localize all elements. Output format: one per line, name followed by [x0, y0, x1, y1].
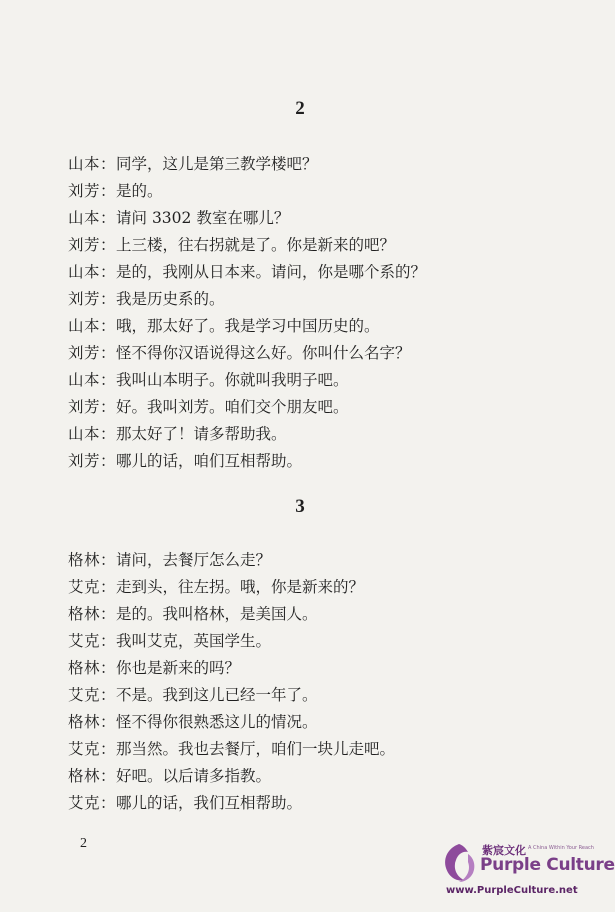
speaker-name: 格林：: [68, 713, 117, 731]
utterance-text: 你也是新来的吗？: [116, 659, 241, 677]
speaker-name: 刘芳：: [68, 452, 117, 470]
utterance-text: 不是。我到这儿已经一年了。: [116, 686, 318, 704]
dialogue-line: [68, 655, 548, 682]
utterance-text: 上三楼，往右拐就是了。你是新来的吧？: [116, 236, 396, 254]
dialogue-section-2: [68, 151, 548, 475]
utterance-text: 那太好了！请多帮助我。: [116, 425, 287, 443]
utterance-text: 是的。: [116, 182, 163, 200]
speaker-name: 山本：: [68, 425, 117, 443]
utterance-text: 我叫艾克，英国学生。: [116, 632, 272, 650]
dialogue-line: [68, 421, 548, 448]
dialogue-line: [68, 205, 548, 232]
dialogue-line: [68, 394, 548, 421]
utterance-text: 怪不得你汉语说得这么好。你叫什么名字？: [116, 344, 411, 362]
speaker-name: 刘芳：: [68, 290, 117, 308]
dialogue-line: [68, 628, 548, 655]
section-number: 2: [295, 98, 305, 119]
speaker-name: 艾克：: [68, 632, 117, 650]
watermark-url: www.PurpleCulture.net: [446, 885, 578, 896]
dialogue-line: [68, 232, 548, 259]
speaker-name: 艾克：: [68, 740, 117, 758]
utterance-text: 哦，那太好了。我是学习中国历史的。: [116, 317, 380, 335]
utterance-text: 同学，这儿是第三教学楼吧？: [116, 155, 318, 173]
speaker-name: 山本：: [68, 209, 117, 227]
speaker-name: 山本：: [68, 371, 117, 389]
dialogue-line: [68, 367, 548, 394]
watermark-tagline: A China Within Your Reach: [528, 845, 594, 851]
purple-culture-logo-icon: [440, 842, 478, 884]
speaker-name: 格林：: [68, 659, 117, 677]
dialogue-line: [68, 259, 548, 286]
watermark-chinese-name: 紫宸文化: [482, 844, 526, 857]
page-number: 2: [80, 836, 87, 851]
utterance-text: 那当然。我也去餐厅，咱们一块儿走吧。: [116, 740, 396, 758]
utterance-text: 好吧。以后请多指教。: [116, 767, 272, 785]
speaker-name: 刘芳：: [68, 398, 117, 416]
dialogue-line: [68, 790, 548, 817]
watermark: [440, 840, 615, 898]
dialogue-line: [68, 547, 548, 574]
speaker-name: 山本：: [68, 263, 117, 281]
dialogue-line: [68, 601, 548, 628]
dialogue-line: [68, 178, 548, 205]
utterance-text: 哪儿的话，咱们互相帮助。: [116, 452, 303, 470]
dialogue-line: [68, 763, 548, 790]
speaker-name: 格林：: [68, 551, 117, 569]
dialogue-line: [68, 340, 548, 367]
speaker-name: 刘芳：: [68, 182, 117, 200]
section-number: 3: [295, 496, 305, 517]
utterance-text: 哪儿的话，我们互相帮助。: [116, 794, 303, 812]
speaker-name: 刘芳：: [68, 344, 117, 362]
utterance-text: 我是历史系的。: [116, 290, 225, 308]
speaker-name: 山本：: [68, 155, 117, 173]
utterance-text: 怪不得你很熟悉这儿的情况。: [116, 713, 318, 731]
watermark-name: Purple Culture: [480, 855, 615, 875]
dialogue-line: [68, 448, 548, 475]
dialogue-line: [68, 682, 548, 709]
speaker-name: 刘芳：: [68, 236, 117, 254]
dialogue-line: [68, 313, 548, 340]
speaker-name: 艾克：: [68, 578, 117, 596]
dialogue-line: [68, 736, 548, 763]
dialogue-line: [68, 709, 548, 736]
utterance-text: 是的，我刚从日本来。请问，你是哪个系的？: [116, 263, 427, 281]
speaker-name: 格林：: [68, 605, 117, 623]
dialogue-section-3: [68, 547, 548, 817]
speaker-name: 山本：: [68, 317, 117, 335]
dialogue-line: [68, 151, 548, 178]
utterance-text: 请问，去餐厅怎么走？: [116, 551, 272, 569]
utterance-text: 我叫山本明子。你就叫我明子吧。: [116, 371, 349, 389]
utterance-text: 是的。我叫格林，是美国人。: [116, 605, 318, 623]
dialogue-line: [68, 286, 548, 313]
dialogue-line: [68, 574, 548, 601]
utterance-text: 好。我叫刘芳。咱们交个朋友吧。: [116, 398, 349, 416]
utterance-text: 走到头，往左拐。哦，你是新来的？: [116, 578, 365, 596]
speaker-name: 艾克：: [68, 686, 117, 704]
speaker-name: 艾克：: [68, 794, 117, 812]
speaker-name: 格林：: [68, 767, 117, 785]
utterance-text: 请问 3302 教室在哪儿？: [116, 209, 290, 227]
